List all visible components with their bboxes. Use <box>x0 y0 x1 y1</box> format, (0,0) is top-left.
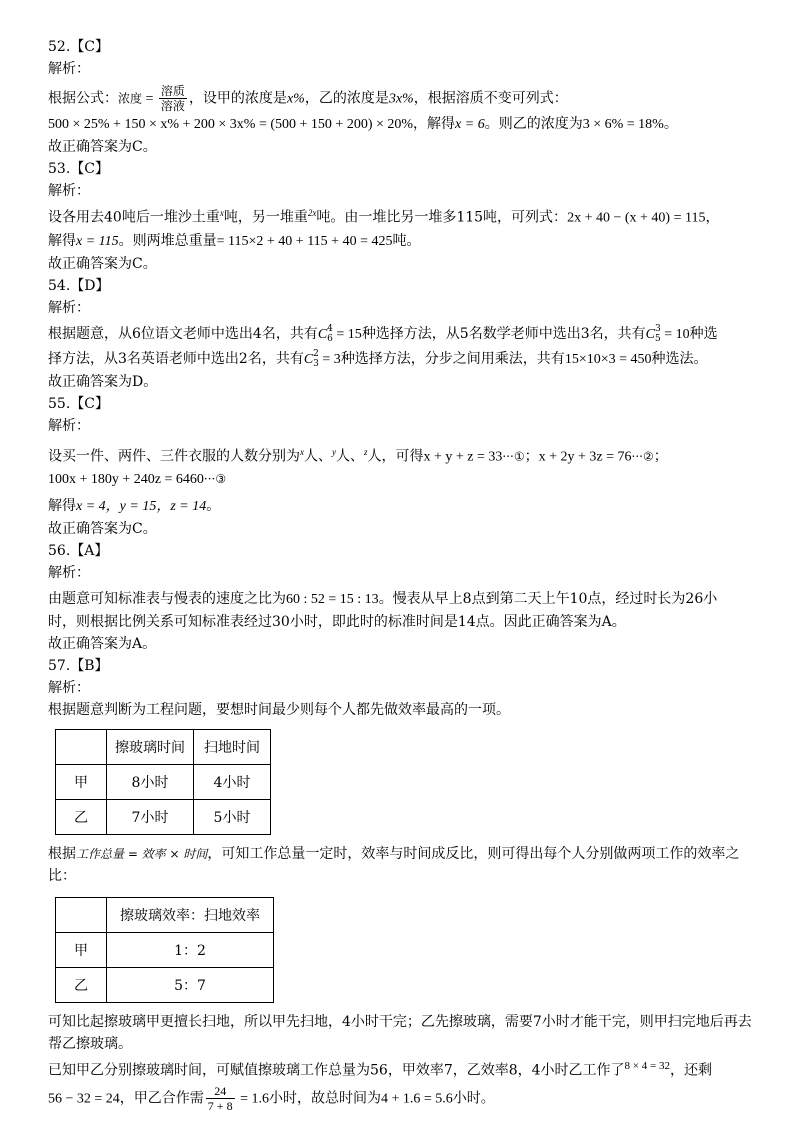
table-cell: 扫地时间 <box>194 730 271 765</box>
table-cell: 甲 <box>56 765 107 800</box>
q57-line4: 56 − 32 = 24，甲乙合作需 $\frac{24}{7 + 8}$ = 1.6小时，故总时间为4 + 1.6 = 5.6小时。 <box>48 1083 495 1113</box>
table-cell: 甲 <box>56 933 107 968</box>
table-row <box>56 800 271 835</box>
q56-analysis-label: 解析： <box>48 565 90 582</box>
q57-paragraph1: 可知比起擦玻璃甲更擅长扫地，所以甲先扫地，4小时干完；乙先擦玻璃，需要7小时才能干完，则甲扫完地后再去帮乙擦玻璃。 <box>48 1014 752 1053</box>
q55-line1: 设买一件、两件、三件衣服的人数分别为$^x$人、$^y$人、$^z$人，可得x + y + z = 33···①；x + 2y + 3z = 76···②； <box>48 446 668 465</box>
q52-line2: 500 × 25% + 150 × x% + 200 × 3x% = (500 + 150 + 200) × 20%，解得x = 6。则乙的浓度为3 × 6% = 18%。 <box>48 116 678 132</box>
q52-header: 52.【C】 <box>48 39 109 55</box>
q57-header: 57.【B】 <box>48 658 109 675</box>
table-cell: 5小时 <box>194 800 271 835</box>
table-cell: 7小时 <box>107 800 194 835</box>
combination-c32: C <box>303 351 314 367</box>
concentration-word: 浓度 <box>118 91 143 106</box>
cooperation-fraction: $\frac{24}{7 + 8}$ <box>207 1083 233 1113</box>
table-row <box>56 968 274 1003</box>
q52-analysis-label: 解析： <box>48 61 90 77</box>
q54-analysis-label: 解析： <box>48 299 90 316</box>
q55-header: 55.【C】 <box>48 395 109 412</box>
table-cell <box>56 730 107 765</box>
table-row <box>56 765 271 800</box>
q55-line3: 解得x = 4，y = 15，z = 14。 <box>48 498 221 515</box>
table-cell: 乙 <box>56 800 107 835</box>
q52-answer: 故正确答案为C。 <box>48 139 157 155</box>
work-formula: 工作总量 = 效率 × 时间 <box>76 847 208 862</box>
q57-analysis-label: 解析： <box>48 680 90 697</box>
table-header-row <box>56 898 274 933</box>
q54-line1: 根据题意，从6位语文老师中选出4名，共有C 4 6 = 15种选择方法，从5名数学老师中选出3名，共有C 3 5 = 10种选 <box>48 323 718 344</box>
q56-line1: 由题意可知标准表与慢表的速度之比为60 : 52 = 15 : 13。慢表从早上8点到第二天上午10点，经过时长为26小 <box>48 591 718 608</box>
q57-line1: 根据工作总量 = 效率 × 时间，可知工作总量一定时，效率与时间成反比，则可得出每个人分别做两项工作的效率之 <box>48 846 740 863</box>
q56-answer: 故正确答案为A。 <box>48 636 157 653</box>
efficiency-table <box>55 897 274 1003</box>
q57-line3: 已知甲乙分别擦玻璃时间，可赋值擦玻璃工作总量为56，甲效率7，乙效率8，4小时乙工作了$^{8 \times 4 = 32}$，还剩 <box>48 1060 712 1079</box>
q56-line2: 时，则根据比例关系可知标准表经过30小时，即此时的标准时间是14点。因此正确答案为A。 <box>48 614 626 631</box>
document-page <box>48 36 760 1113</box>
table-cell: 乙 <box>56 968 107 1003</box>
table-row <box>56 933 274 968</box>
table-header-row <box>56 730 271 765</box>
q53-header: 53.【C】 <box>48 161 109 177</box>
combination-c64: C <box>317 326 328 342</box>
q53-analysis-label: 解析： <box>48 183 90 199</box>
table-cell: 5：7 <box>107 968 274 1003</box>
table-cell: 擦玻璃效率：扫地效率 <box>107 898 274 933</box>
q55-line2: 100x + 180y + 240z = 6460···③ <box>48 472 227 488</box>
q53-line1: 设各用去40吨后一堆沙土重$^x$吨，另一堆重$^{2x}$吨。由一堆比另一堆多115吨，可列式：2x + 40 − (x + 40) = 115， <box>48 208 720 226</box>
q53-equation: 2x + 40 − (x + 40) = 115 <box>567 210 706 226</box>
q54-line2: 择方法，从3名英语老师中选出2名，共有C 2 3 = 3种选择方法，分步之间用乘法，共有15×10×3 = 450种选法。 <box>48 348 708 369</box>
q53-line2: 解得x = 115。则两堆总重量= 115×2 + 40 + 115 + 40 = 425吨。 <box>48 232 421 249</box>
q53-answer: 故正确答案为C。 <box>48 255 157 272</box>
q57-intro: 根据题意判断为工程问题，要想时间最少则每个人都先做效率最高的一项。 <box>48 702 510 719</box>
q56-header: 56.【A】 <box>48 543 109 560</box>
combination-c53: C <box>645 326 655 342</box>
q54-header: 54.【D】 <box>48 277 110 294</box>
time-table <box>55 729 271 835</box>
table-cell: 8小时 <box>107 765 194 800</box>
table-cell: 4小时 <box>194 765 271 800</box>
concentration-fraction: $\frac{\text{溶质}}{\text{溶液}}$ <box>160 84 185 113</box>
q52-equation: 500 × 25% + 150 × x% + 200 × 3x% = (500 + 150 + 200) × 20% <box>48 117 414 132</box>
table-cell: 擦玻璃时间 <box>107 730 194 765</box>
q52-line1: 根据公式：浓度 = $\frac{\text{溶质}}{\text{溶液}}$ ，设甲的浓度是x%，乙的浓度是3x%，根据溶质不变可列式： <box>48 84 568 113</box>
table-cell <box>56 898 107 933</box>
q54-answer: 故正确答案为D。 <box>48 373 158 390</box>
q55-analysis-label: 解析： <box>48 417 90 434</box>
q55-answer: 故正确答案为C。 <box>48 521 157 538</box>
table-cell: 1：2 <box>107 933 274 968</box>
q57-line2: 比： <box>48 868 76 885</box>
